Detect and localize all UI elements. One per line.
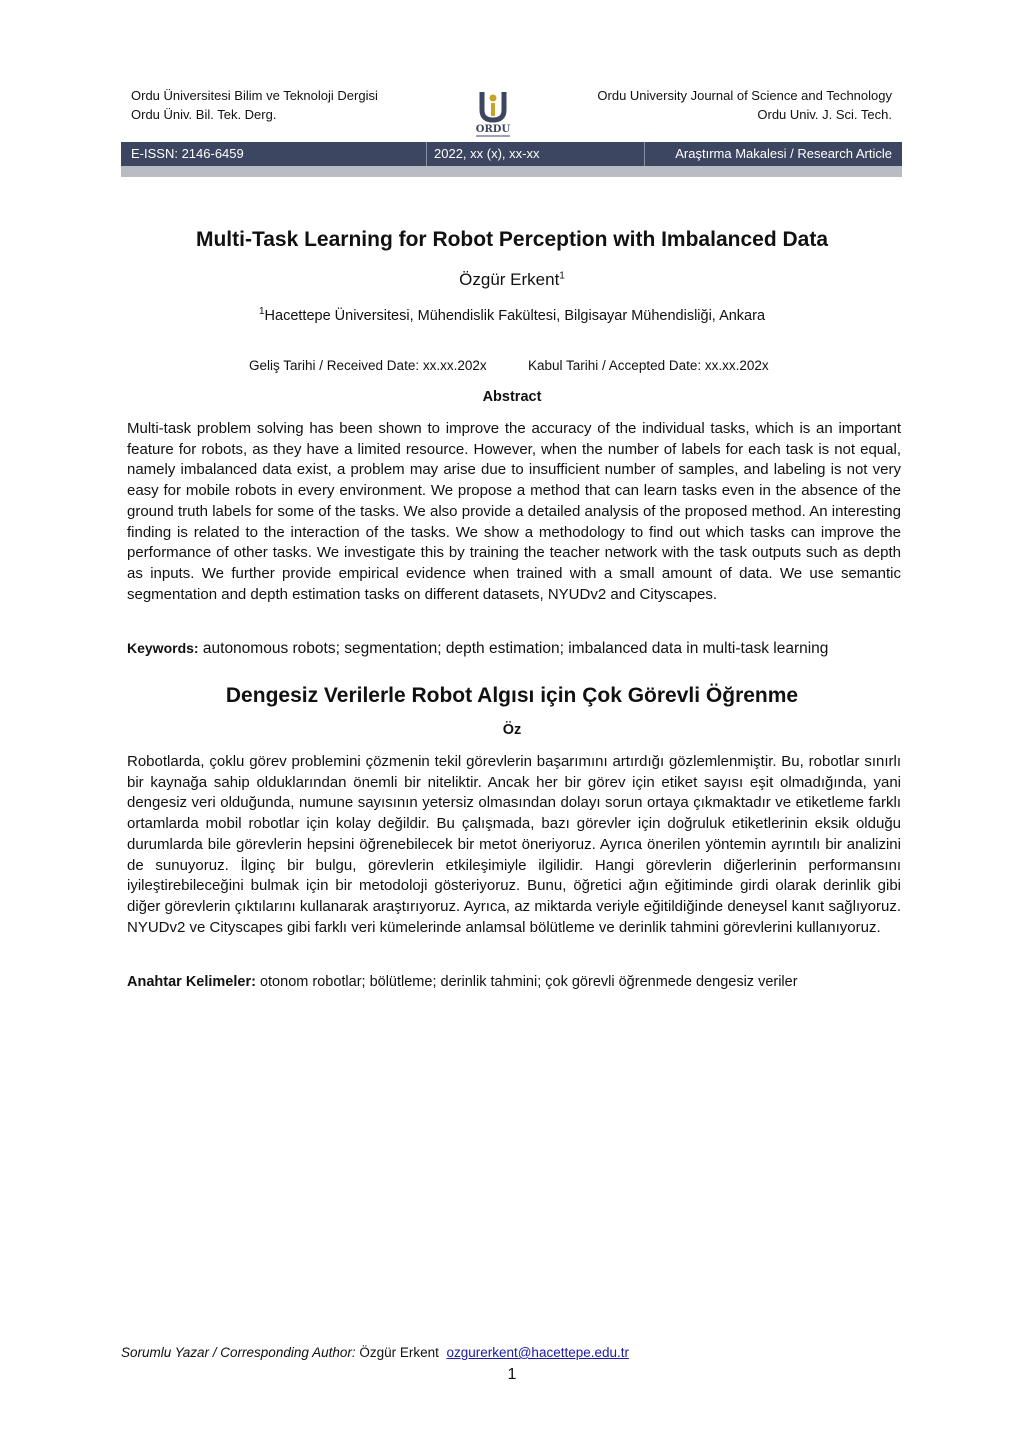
- received-date: Geliş Tarihi / Received Date: xx.xx.202x: [249, 358, 487, 373]
- author-name: Özgür Erkent: [459, 270, 560, 289]
- affiliation: [0, 306, 1024, 324]
- journal-name-en: [597, 86, 892, 124]
- svg-text:ORDU: ORDU: [475, 124, 511, 135]
- author-line: [0, 270, 1024, 290]
- abstract-heading: Abstract: [482, 389, 542, 405]
- keywords-label: Keywords:: [127, 640, 199, 656]
- corresponding-name: Özgür Erkent: [359, 1345, 439, 1360]
- university-logo: [470, 88, 516, 138]
- corresponding-author: [121, 1345, 629, 1360]
- article-type: Araştırma Makalesi / Research Article: [675, 146, 892, 161]
- issn-band: [121, 142, 902, 166]
- oz-heading: Öz: [502, 722, 522, 738]
- band-divider: [644, 142, 645, 166]
- affil-sup: 1: [258, 306, 265, 317]
- journal-abbrev-tr: Ordu Üniv. Bil. Tek. Derg.: [131, 107, 277, 122]
- corresponding-label: Sorumlu Yazar / Corresponding Author:: [121, 1345, 356, 1360]
- affiliation-text: Hacettepe Üniversitesi, Mühendislik Fakültesi, Bilgisayar Mühendisliği, Ankara: [264, 307, 766, 324]
- journal-title-en: Ordu University Journal of Science and Technology: [597, 88, 892, 103]
- volume-info: 2022, xx (x), xx-xx: [434, 146, 540, 161]
- page-number: 1: [507, 1366, 517, 1383]
- band-divider: [426, 142, 427, 166]
- author-email-link[interactable]: ozgurerkent@hacettepe.edu.tr: [446, 1345, 630, 1360]
- anahtar-text: otonom robotlar; bölütleme; derinlik tahmini; çok görevli öğrenmede dengesiz veriler: [259, 974, 798, 990]
- anahtar-label: Anahtar Kelimeler:: [127, 974, 256, 990]
- abstract-text: Multi-task problem solving has been shown to improve the accuracy of the individual tasks, which is an important feature for robots, as they have a limited resource. However, when the number of labels for each task is not equal, namely imbalanced data exist, a problem may arise due to insufficient number of samples, and labeling is not very easy for mobile robots in every environment. We propose a method that can learn tasks even in the absence of the ground truth labels for some of the tasks. We also provide a detailed analysis of the proposed method. An interesting finding is related to the interaction of the tasks. We show a methodology to find out which tasks can improve the performance of other tasks. We investigate this by training the teacher network with the task outputs such as depth as inputs. We further provide empirical evidence when trained with a small amount of data. We use semantic segmentation and depth estimation tasks on different datasets, NYUDv2 and Cityscapes.: [127, 420, 901, 603]
- journal-title-tr: Ordu Üniversitesi Bilim ve Teknoloji Dergisi: [131, 88, 378, 103]
- oz-text: Robotlarda, çoklu görev problemini çözmenin tekil görevlerin başarımını artırdığı gözlemlenmiştir. Bu, robotlar sınırlı bir kaynağa sahip olduklarından önemli bir niteliktir. Ancak her bir görev için etiket sayısı eşit olmadığında, yani dengesiz veri olduğunda, numune sayısının yetersiz olmasından dolayı sorun ortaya çıkmaktadır ve etiketleme farklı ortamlarda mobil robotlar için kolay değildir. Bu çalışmada, bazı görevler için doğruluk etiketlerinin eksik olduğu durumlarda bile görevlerin hepsini öğrenebilecek bir metot öneriyoruz. Ayrıca önerilen yöntemin ayrıntılı bir analizini de sunuyoruz. İlginç bir bulgu, görevlerin etkileşimiyle ilgilidir. Hangi görevlerin diğerlerinin performansını iyileştirebileceğini bulmak için bir metodoloji gösteriyoruz. Bunu, öğretici ağın eğitiminde girdi olarak derinlik gibi diğer görevlerin çıktılarını kullanarak araştırıyoruz. Ayrıca, az miktarda veriyle eğitildiğinde deneysel kanıt sağlıyoruz. NYUDv2 ve Cityscapes gibi farklı veri kümelerinde anlamsal bölütleme ve derinlik tahmini görevlerini kullanıyoruz.: [127, 753, 901, 936]
- journal-name-tr: [131, 86, 378, 124]
- author-affil-sup: 1: [559, 270, 565, 282]
- paper-title: Multi-Task Learning for Robot Perception with Imbalanced Data: [195, 228, 828, 251]
- accepted-date: Kabul Tarihi / Accepted Date: xx.xx.202x: [528, 358, 769, 373]
- anahtar-line: [127, 974, 798, 990]
- issn: E-ISSN: 2146-6459: [131, 146, 244, 161]
- keywords-text: autonomous robots; segmentation; depth estimation; imbalanced data in multi-task learning: [202, 640, 829, 657]
- turkish-title: Dengesiz Verilerle Robot Algısı için Çok Görevli Öğrenme: [225, 684, 799, 707]
- band-shadow: [121, 166, 902, 177]
- journal-abbrev-en: Ordu Univ. J. Sci. Tech.: [757, 107, 892, 122]
- keywords-line: [127, 640, 828, 658]
